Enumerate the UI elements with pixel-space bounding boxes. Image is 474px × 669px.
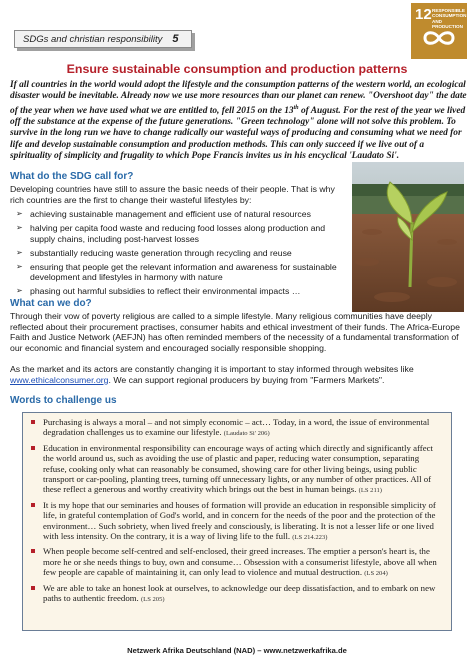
header-label-box	[14, 30, 192, 48]
sdg-call-list	[16, 209, 346, 300]
ethical-consumer-link[interactable]: www.ethicalconsumer.org	[10, 374, 109, 385]
sdg-badge-text	[432, 8, 466, 30]
heading-words-to-challenge: Words to challenge us	[10, 395, 117, 406]
page-title: Ensure sustainable consumption and production patterns	[66, 62, 408, 76]
para2-tail: . We can support regional producers by buying from "Farmers Markets".	[108, 374, 385, 385]
quote-ref: (LS 211)	[358, 487, 383, 495]
sdg-12-badge	[411, 3, 467, 59]
quote-text: It is my hope that our seminaries and houses of formation will provide an education in responsible simplicity of life, in grateful contemplation of God's world, and in concern for the needs of the poor and the protection of the environment… Such sobriety, when lived freely and consciously, is liberating. It is not a lesser life or one lived with less intensity. On the contrary, it is a way of living life to the full.	[43, 499, 436, 542]
quote-ref: (LS 205)	[140, 596, 165, 604]
sdg-badge-line3: AND PRODUCTION	[432, 18, 463, 30]
list-item: ➢ ensuring that people get the relevant information and awareness for sustainable development and lifestyles in harmony with nature	[16, 262, 346, 283]
header-label: SDGs and christian responsibility	[23, 34, 163, 45]
quote-item	[31, 546, 441, 579]
quote-item	[31, 583, 441, 606]
sdg-number: 12	[415, 6, 432, 23]
list-item: ➢ achieving sustainable management and efficient use of natural resources	[16, 209, 346, 220]
intro-paragraph	[10, 80, 468, 162]
seedling-illustration	[352, 162, 464, 312]
quote-ref: (Laudato Si' 206)	[223, 430, 270, 438]
bullet-square-icon	[31, 549, 35, 553]
quote-ref: (LS 204)	[364, 570, 388, 578]
quotes-box	[22, 412, 452, 631]
quotes-list	[23, 413, 451, 606]
quote-text: We are able to take an honest look at ourselves, to acknowledge our deep dissatisfaction, and to embark on new paths to authentic freedom.	[43, 582, 436, 604]
sdg-badge-line1: RESPONSIBLE	[432, 8, 465, 13]
bullet-square-icon	[31, 586, 35, 590]
sdg-badge-line2: CONSUMPTION	[432, 13, 467, 19]
quote-text: When people become self-centred and self-enclosed, their greed increases. The emptier a person's heart is, the more he or she needs things to buy, own and consume… Obsession with a consumerist lifestyle, above all when few people are capable of maintaining it, can only lead to violence and mutual destruction.	[43, 546, 437, 578]
quote-text: Education in environmental responsibility can encourage ways of acting which directly and significantly affect the world around us, such as avoiding the use of plastic and paper, reducing water consumption, separating refuse, cooking only what can reasonably be consumed, showing care for other living beings, using public transport or car-pooling, planting trees, turning off unnecessary lights, or any number of other practices. All of these reflect a generous and worthy creativity which brings out the best in human beings.	[43, 442, 433, 495]
list-item: ➢ phasing out harmful subsidies to reflect their environmental impacts …	[16, 286, 346, 297]
quote-text: Purchasing is always a moral – and not simply economic – act… Today, in a word, the issue of environmental degradation challenges us to examine our lifestyle.	[43, 417, 430, 438]
quote-item	[31, 443, 441, 497]
bullet-square-icon	[31, 503, 35, 507]
para2-lead: As the market and its actors are constantly changing it is important to stay informed through websites like	[10, 364, 414, 374]
intro-sup: th	[293, 104, 299, 111]
quote-ref: (LS 214.223)	[292, 534, 328, 542]
list-item: ➢ halving per capita food waste and reducing food losses along production and supply chains, including post-harvest losses	[16, 223, 346, 244]
intro-part1: If all countries in the world would adopt the lifestyle and the consumption patterns of the western world, an ecological disaster would be inevitable. Already now we use more resources than our planet can renew. "Overshoot day" the date of the year when we have used what we are entitled to, fell 2015 on the 13	[10, 80, 467, 116]
heading-sdg-call: What do the SDG call for?	[10, 171, 134, 182]
sdg-call-lead: Developing countries have still to assure the basic needs of their people. That is why rich countries are the first to change their wasteful lifestyles by:	[10, 184, 335, 205]
bullet-square-icon	[31, 420, 35, 424]
what-can-we-do-para1: Through their vow of poverty religious are called to a simple lifestyle. Many religious communities have deeply reflected about their procurement practises, consumer habits and ethical investment of their funds. The Africa-Europe Faith and Justice Network (AEFJN) has often reminded members of the necessity of a fundamental transformation of our economic and financial system and encouraged socially responsible shopping.	[10, 311, 460, 353]
quote-item	[31, 500, 441, 544]
bullet-square-icon	[31, 446, 35, 450]
heading-what-can-we-do: What can we do?	[10, 298, 92, 309]
page-number: 5	[172, 33, 179, 45]
seedling-photo	[352, 162, 464, 312]
list-item: ➢ substantially reducing waste generation through recycling and reuse	[16, 248, 346, 259]
infinity-icon	[422, 29, 456, 47]
intro-part2: of August. For the rest of the year we lived off the substance at the expense of the future generations. "Green technology" alone will not solve this problem. To survive in the long run we have to change radically our wasteful ways of producing and consuming what we need for life and develop sustainable consumption and production methods. This can only succeed if we live out of a spirituality of simplicity and frugality to which Pope Francis invites us in his encyclical 'Laudato Si'.	[10, 105, 466, 161]
page-footer: Netzwerk Afrika Deutschland (NAD) – www.netzwerkafrika.de	[127, 646, 347, 655]
quote-item	[31, 417, 441, 440]
what-can-we-do-para2	[10, 364, 466, 385]
